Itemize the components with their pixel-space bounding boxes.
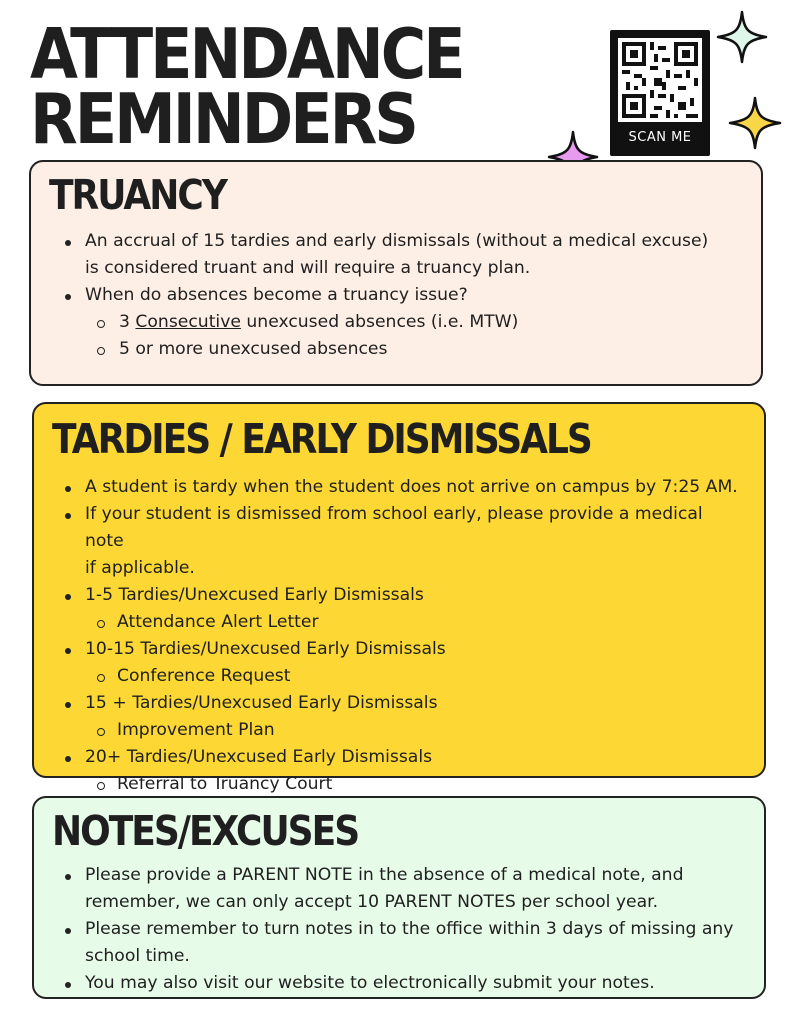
- list-item: [59, 228, 741, 282]
- sub-list-item: [59, 309, 741, 336]
- title-line-1: ATTENDANCE: [30, 13, 463, 95]
- sparkle-yellow-icon: [728, 96, 782, 150]
- list-item: 20+ Tardies/Unexcused Early Dismissals: [59, 744, 744, 771]
- notes-item-1-line-1: Please provide a PARENT NOTE in the absence of a medical note, and: [85, 865, 684, 885]
- truancy-item-1-line-1: An accrual of 15 tardies and early dismissals (without a medical excuse): [85, 231, 709, 251]
- list-item: When do absences become a truancy issue?: [59, 282, 741, 309]
- truancy-item-1-line-2: is considered truant and will require a truancy plan.: [85, 258, 531, 278]
- truancy-heading: TRUANCY: [49, 172, 226, 220]
- tardies-item-2-line-2: if applicable.: [85, 558, 195, 578]
- sub-list-item: Conference Request: [59, 663, 744, 690]
- notes-item-1-line-2: remember, we can only accept 10 PARENT NOTES per school year.: [85, 892, 659, 912]
- truancy-list: [59, 228, 741, 363]
- list-item: A student is tardy when the student does not arrive on campus by 7:25 AM.: [59, 474, 744, 501]
- qr-pattern: [618, 38, 702, 122]
- qr-caption: SCAN ME: [628, 130, 692, 145]
- list-item: [59, 501, 744, 582]
- qr-code-icon: [618, 38, 702, 122]
- title-line-2: REMINDERS: [30, 78, 416, 160]
- list-item: 15 + Tardies/Unexcused Early Dismissals: [59, 690, 744, 717]
- sub-list-item: Improvement Plan: [59, 717, 744, 744]
- tardies-list: [59, 474, 744, 798]
- tardies-item-2-line-1: If your student is dismissed from school early, please provide a medical note: [85, 504, 703, 551]
- sub-list-item: Referral to Truancy Court: [59, 771, 744, 798]
- list-item: 10-15 Tardies/Unexcused Early Dismissals: [59, 636, 744, 663]
- notes-card: [32, 796, 766, 999]
- qr-code[interactable]: [610, 30, 710, 156]
- truancy-card: [29, 160, 763, 386]
- tardies-card: [32, 402, 766, 794]
- list-item: 1-5 Tardies/Unexcused Early Dismissals: [59, 582, 744, 609]
- notes-item-2-line-1: Please remember to turn notes in to the office within 3 days of missing any: [85, 919, 734, 939]
- tardies-heading: TARDIES / EARLY DISMISSALS: [52, 416, 591, 464]
- list-item: You may also visit our website to electronically submit your notes.: [59, 970, 744, 997]
- sub-list-item: Attendance Alert Letter: [59, 609, 744, 636]
- page-title: [30, 13, 463, 160]
- sparkle-mint-icon: [716, 10, 768, 64]
- consecutive-underlined: Consecutive: [135, 312, 241, 332]
- list-item: [59, 916, 744, 970]
- notes-list: [59, 862, 744, 997]
- notes-heading: NOTES/EXCUSES: [52, 808, 359, 856]
- notes-item-2-line-2: school time.: [85, 946, 190, 966]
- sub-list-item: 5 or more unexcused absences: [59, 336, 741, 363]
- list-item: [59, 862, 744, 916]
- sub-item-suffix: unexcused absences (i.e. MTW): [240, 312, 519, 332]
- sub-item-prefix: 3: [119, 312, 136, 332]
